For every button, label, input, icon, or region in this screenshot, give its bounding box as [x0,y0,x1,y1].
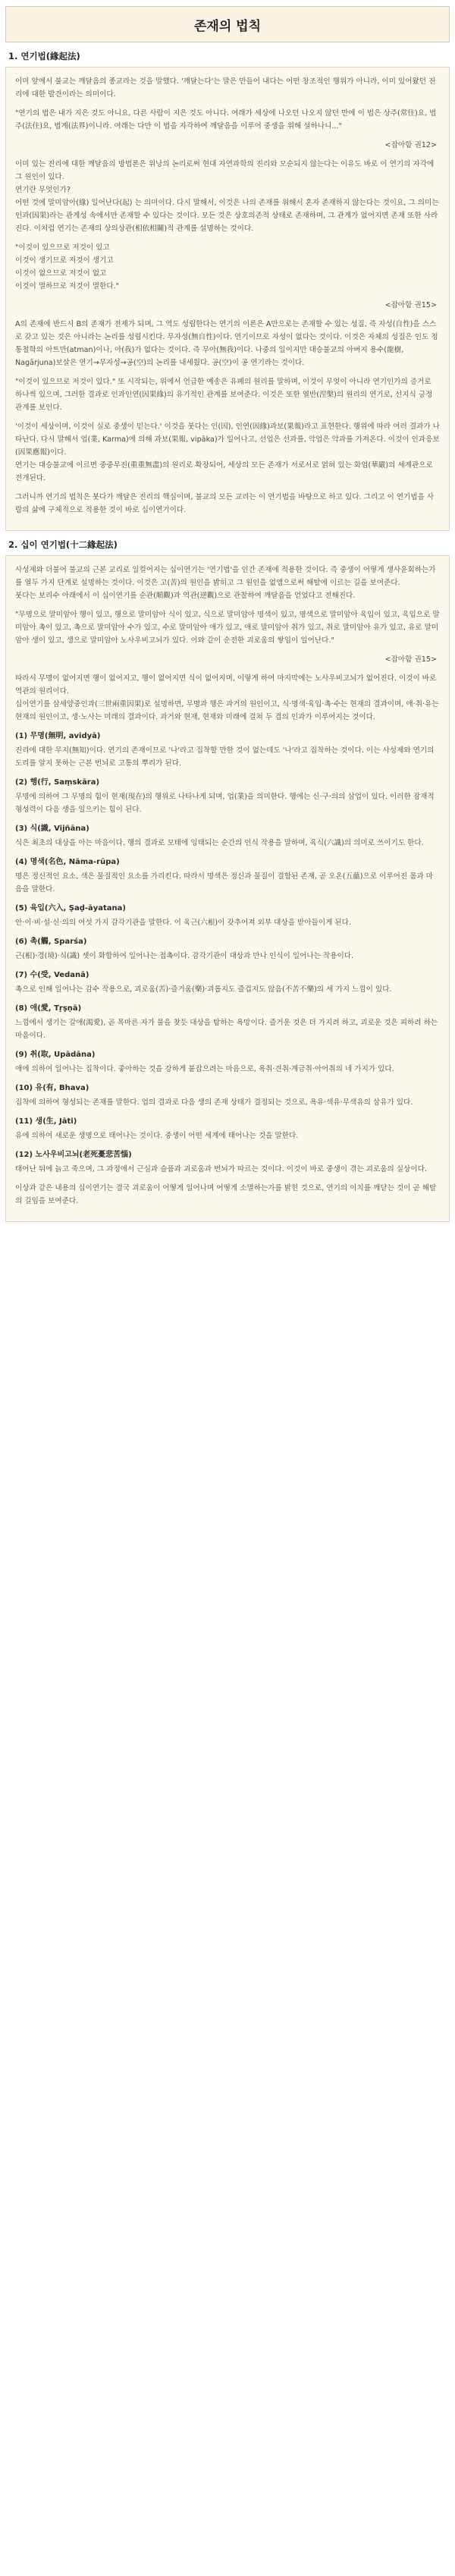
section-heading-twelve-links: 2. 십이 연기법(十二緣起法) [8,539,118,550]
link-heading: (4) 명색(名色, Nāma-rūpa) [15,858,120,866]
scripture-quote: "이것이 있으므로 저것이 있고 이것이 생기므로 저것이 생기고 이것이 없으므로 저것이 없고 이것이 멸하므로 저것이 멸한다." [15,243,120,291]
scripture-reference: <잡아함 권12> [384,141,437,149]
link-description: 명은 정신적인 요소, 색은 물질적인 요소를 가리킨다. 따라서 명색은 정신과 물질이 결합된 존재, 곧 오온(五蘊)으로 이루어진 몸과 마음을 말한다. [15,872,434,894]
paragraph: "이것이 있으므로 저것이 있다." 또 시작되는, 위에서 언급한 예송은 유폐의 원리를 말하며, 이것이 무엇이 아니라 연기인가의 증거로 하나씩 있으며, 그러한 결과로 인과인연(因果緣)의 유기적인 관계를 보여준다. 이것은 또한 열반(涅槃)의 원리의 연기로, 선지식 긍정 관계를 보인다. [15,378,433,412]
section-heading-dependent-origination: 1. 연기법(緣起法) [8,51,80,61]
link-description: 무명에 의하여 그 무명의 힘이 현재(現在)의 행위로 나타나게 되며, 업(業)을 의미한다. 행에는 신·구·의의 삼업이 있다. 이러한 잠재적 형성력이 다음 생을 일으키는 힘이 된다. [15,793,435,814]
scripture-reference: <잡아함 권15> [384,655,437,664]
list-item [15,969,440,996]
closing-paragraph: 이상과 같은 내용의 십이연기는 결국 괴로움이 어떻게 일어나며 어떻게 소멸하는가를 밝힌 것으로, 연기의 이치를 깨닫는 것이 곧 해탈의 길임을 보여준다. [15,1184,437,1205]
link-description: 집착에 의하여 형성되는 존재를 말한다. 업의 결과로 다음 생의 존재 상태가 결정되는 것으로, 욕유·색유·무색유의 삼유가 있다. [15,1098,413,1107]
link-description: 진리에 대한 무지(無知)이다. 연기의 존재이므로 '나'라고 집착할 만한 것이 없는데도 '나'라고 집착하는 것이다. 이는 사성제와 연기의 도리를 알지 못하는 근본 번뇌로 고통의 뿌리가 된다. [15,746,435,768]
list-item [15,856,440,896]
paragraph: 따라서 무명이 없어지면 행이 없어지고, 행이 없어지면 식이 없어지며, 이렇게 하여 마지막에는 노사우비고뇌가 없어진다. 이것이 바로 역관의 원리이다. 십이연기를 삼세양중인과(三世兩重因果)로 설명하면, 무명과 행은 과거의 원인이고, 식·명색·육입·촉·수는 현재의 결과이며, 애·취·유는 현재의 원인이고, 생·노사는 미래의 결과이다. 과거와 현재, 현재와 미래에 걸쳐 두 겹의 인과가 이루어지는 것이다. [15,674,439,721]
list-item [15,776,440,816]
scripture-quote: "연기의 법은 내가 지은 것도 아니요, 다른 사람이 지은 것도 아니다. 여래가 세상에 나오던 나오지 않던 만에 이 법은 상주(常住)요, 법주(法住)요, 법계(法界)이니라. 여래는 다만 이 법을 자각하여 깨달음을 이루어 중생을 위해 설하나니..." [15,109,437,130]
paragraph: 이미 있는 진리에 대한 깨달음의 방법론은 위낭의 논리로써 현대 자연과학의 진리와 모순되지 않는다는 이유도 바로 이 연기의 자각에 그 원인이 있다. 연기란 무엇인가? 어떤 것에 말미암아(緣) 일어난다(起) 는 의미이다. 다시 말해서, 이것은 나의 존재를 위해서 혼자 존재하지 않는다는 것이요, 그 의미는 인과(因果)라는 관계성 속에서만 존재할 수 있다는 것이다. 모든 것은 상호의존적 상태로 존재하며, 그 관계가 없어지면 존재 또한 사라진다. 이처럼 연기는 존재의 상의상관(相依相關)적 관계를 설명하는 것이다. [15,160,439,233]
list-item [15,935,440,963]
link-heading: (6) 촉(觸, Sparśa) [15,938,87,946]
list-item [15,1002,440,1042]
list-item [15,730,440,770]
link-heading: (9) 취(取, Upādāna) [15,1051,96,1059]
paragraph: 사성제와 더불어 불교의 근본 교리로 일컬어지는 십이연기는 '연기법'을 인간 존재에 적용한 것이다. 즉 중생이 어떻게 생사윤회하는가를 열두 가지 단계로 설명하는 것이다. 이것은 고(苦)의 원인을 밝히고 그 원인을 없앰으로써 해탈에 이르는 길을 보여준다. 붓다는 보리수 아래에서 이 십이연기를 순관(順觀)과 역관(逆觀)으로 관찰하여 깨달음을 얻었다고 전해진다. [15,566,436,600]
link-heading: (8) 애(愛, Tṛṣṇā) [15,1004,82,1013]
link-description: 식은 최초의 대상을 아는 마음이다. 행의 결과로 모태에 잉태되는 순간의 인식 작용을 말하며, 육식(六識)의 의미로 쓰이기도 한다. [15,839,424,847]
link-heading: (2) 행(行, Saṃskāra) [15,778,100,787]
paragraph: 이미 앞에서 불교는 깨달음의 종교라는 것을 말했다. '깨달는다'는 말은 만들어 내다는 어떤 창조적인 행위가 아니라, 이미 있어왔던 진리에 대한 발견이라는 의미이다. [15,77,436,99]
list-item [15,1082,440,1109]
paragraph: A의 존재에 반드시 B의 존재가 전제가 되며, 그 역도 성립한다는 연기의 이론은 A만으로는 존재할 수 있는 성질, 즉 자성(自性)을 스스로 갖고 있는 것은 아니라는 논리를 성립시킨다. 무자성(無自性)이다. 연기이므로 자성이 없다는 것이다. 이것은 자체의 성질은 인도 정통철학의 아트만(atman)이나, 아(我)가 없다는 것이다. 즉 무아(無我)이다. 나중의 일이지만 대승불교의 아버지 용수(龍樹, Nagārjuna)보살은 연기→무자성→공(空)의 논리를 내세웠다. 공(空)이 공 연기라는 것이다. [15,320,438,367]
list-item [15,1148,440,1176]
paragraph: 그러니까 연기의 법칙은 붓다가 깨달은 진리의 핵심이며, 불교의 모든 교리는 이 연기법을 바탕으로 하고 있다. 그리고 이 연기법을 사람의 삶에 구체적으로 적용한 것이 바로 십이연기이다. [15,493,435,514]
link-description: 유에 의하여 새로운 생명으로 태어나는 것이다. 중생이 어떤 세계에 태어나는 것을 말한다. [15,1132,299,1140]
link-description: 안·이·비·설·신·의의 여섯 가지 감각기관을 말한다. 이 육근(六根)이 갖추어져 외부 대상을 받아들이게 된다. [15,919,351,927]
link-heading: (7) 수(受, Vedanā) [15,971,89,979]
title-text: 존재의 법칙 [193,18,262,34]
link-heading: (12) 노사우비고뇌(老死憂悲苦惱) [15,1151,132,1159]
link-description: 느낌에서 생기는 갈애(渴愛), 곧 목마른 자가 물을 찾듯 대상을 탐하는 욕망이다. 즐거운 것은 더 가지려 하고, 괴로운 것은 피하려 하는 마음이다. [15,1019,438,1040]
list-item [15,1048,440,1076]
link-heading: (10) 유(有, Bhava) [15,1084,89,1092]
paragraph: '이것이 세상이며, 이것이 실로 중생이 믿는다.' 이것을 붓다는 인(因), 인연(因緣)과보(果報)라고 표현한다. 행위에 따라 여러 결과가 나타난다. 다시 말해서 업(業, Karma)에 의해 과보(果報, vipāka)가 일어나고, 선업은 선과를, 악업은 악과를 가져온다. 이것이 인과응보(因果應報)이다. 연기는 대승불교에 이르면 중중무진(重重無盡)의 원리로 확장되어, 세상의 모든 존재가 서로서로 얽혀 있는 화엄(華嚴)의 세계관으로 전개된다. [15,423,440,482]
scripture-quote: "무명으로 말미암아 행이 있고, 행으로 말미암아 식이 있고, 식으로 말미암아 명색이 있고, 명색으로 말미암아 육입이 있고, 육입으로 말미암아 촉이 있고, 촉으로 말미암아 수가 있고, 수로 말미암아 애가 있고, 애로 말미암아 취가 있고, 취로 말미암아 유가 있고, 유로 말미암아 생이 있고, 생으로 말미암아 노사우비고뇌가 있다. 이와 같이 순전한 괴로움의 쌓임이 일어난다." [15,611,440,645]
section-box-dependent-origination [5,67,450,531]
list-item [15,822,440,850]
twelve-links-list [15,730,440,1176]
link-heading: (5) 육입(六入, Ṣaḍ-āyatana) [15,904,126,913]
scripture-reference: <잡아함 권15> [384,301,437,309]
list-item [15,1115,440,1142]
link-heading: (3) 식(識, Vijñāna) [15,825,89,833]
link-description: 촉으로 인해 일어나는 감수 작용으로, 괴로움(苦)·즐거움(樂)·괴롭지도 즐겁지도 않음(不苦不樂)의 세 가지 느낌이 있다. [15,985,392,994]
document-title [5,6,450,42]
section-box-twelve-links [5,555,450,1222]
link-heading: (11) 생(生, Jāti) [15,1117,77,1126]
list-item [15,902,440,929]
link-description: 근(根)·경(境)·식(識) 셋이 화합하여 일어나는 접촉이다. 감각기관이 대상과 만나 인식이 일어나는 작용이다. [15,952,354,960]
link-description: 애에 의하여 일어나는 집착이다. 좋아하는 것을 강하게 붙잡으려는 마음으로, 욕취·견취·계금취·아어취의 네 가지가 있다. [15,1065,394,1073]
link-heading: (1) 무명(無明, avidyā) [15,732,101,740]
link-description: 태어난 뒤에 늙고 죽으며, 그 과정에서 근심과 슬픔과 괴로움과 번뇌가 따르는 것이다. 이것이 바로 중생이 겪는 괴로움의 실상이다. [15,1165,427,1173]
